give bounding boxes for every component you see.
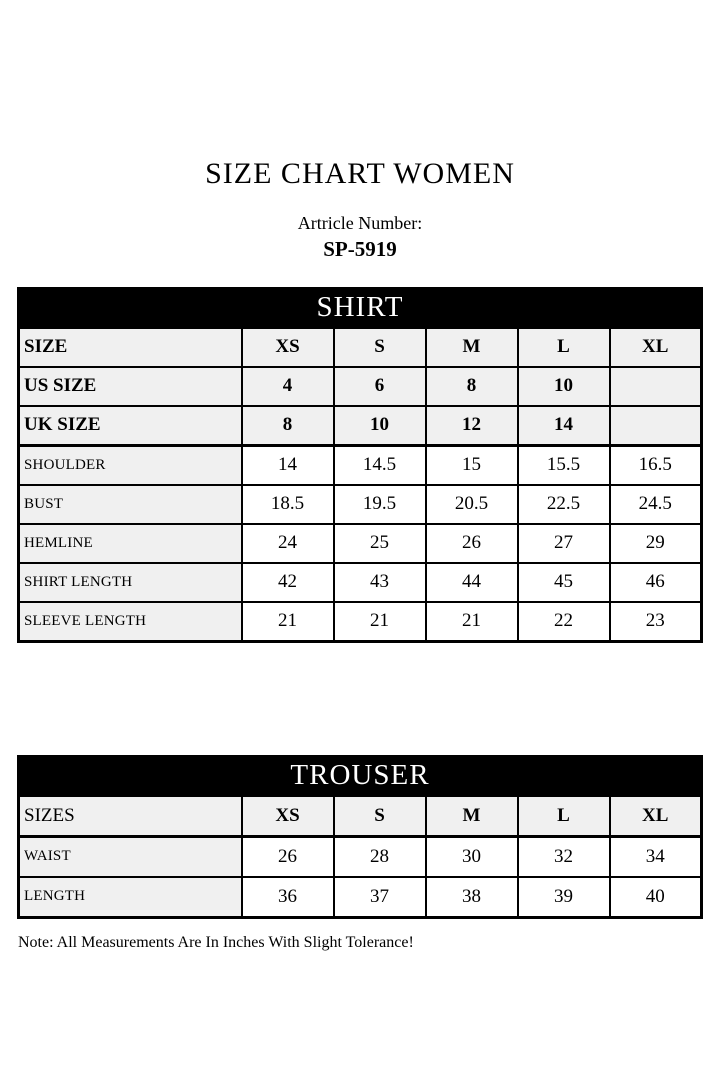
page-title: SIZE CHART WOMEN	[205, 157, 515, 190]
measurement-cell: 27	[518, 524, 610, 563]
row-label: LENGTH	[19, 877, 242, 918]
article-number-value: SP-5919	[323, 236, 397, 261]
measurement-cell: 43	[334, 563, 426, 602]
size-header-cell: S	[334, 327, 426, 367]
measurement-cell: 15.5	[518, 445, 610, 485]
measurement-cell: 20.5	[426, 485, 518, 524]
measurement-cell: 37	[334, 877, 426, 918]
measurement-cell: 24	[242, 524, 334, 563]
measurement-cell: 44	[426, 563, 518, 602]
size-header-cell: M	[426, 327, 518, 367]
size-header-cell: XL	[610, 795, 702, 836]
table-row	[19, 485, 702, 524]
size-header-cell: S	[334, 795, 426, 836]
size-header-cell: 14	[518, 406, 610, 446]
table-row	[19, 327, 702, 367]
measurement-cell: 26	[242, 836, 334, 877]
measurement-cell: 38	[426, 877, 518, 918]
measurement-cell: 18.5	[242, 485, 334, 524]
measurement-note: Note: All Measurements Are In Inches With Slight Tolerance!	[18, 933, 414, 951]
measurement-cell: 30	[426, 836, 518, 877]
table-row	[19, 524, 702, 563]
size-header-cell: M	[426, 795, 518, 836]
row-label: SIZES	[19, 795, 242, 836]
measurement-cell: 24.5	[610, 485, 702, 524]
measurement-cell: 19.5	[334, 485, 426, 524]
trouser-size-table	[17, 755, 703, 919]
size-header-cell: XL	[610, 327, 702, 367]
table-row	[19, 406, 702, 446]
size-header-cell: 12	[426, 406, 518, 446]
size-header-cell: 6	[334, 367, 426, 406]
measurement-cell: 14.5	[334, 445, 426, 485]
row-label: WAIST	[19, 836, 242, 877]
article-number-label: Artricle Number:	[297, 213, 423, 233]
measurement-cell: 34	[610, 836, 702, 877]
measurement-cell: 16.5	[610, 445, 702, 485]
row-label: US SIZE	[19, 367, 242, 406]
shirt-size-table	[17, 287, 703, 643]
measurement-cell: 40	[610, 877, 702, 918]
row-label: UK SIZE	[19, 406, 242, 446]
measurement-cell: 42	[242, 563, 334, 602]
table-row	[19, 602, 702, 642]
measurement-cell: 22	[518, 602, 610, 642]
size-header-cell: L	[518, 327, 610, 367]
table-row	[19, 563, 702, 602]
size-header-cell: 4	[242, 367, 334, 406]
size-header-cell: 10	[334, 406, 426, 446]
size-header-cell: L	[518, 795, 610, 836]
table-row	[19, 367, 702, 406]
measurement-cell: 23	[610, 602, 702, 642]
measurement-cell: 21	[242, 602, 334, 642]
size-header-cell: XS	[242, 795, 334, 836]
measurement-cell: 28	[334, 836, 426, 877]
row-label: HEMLINE	[19, 524, 242, 563]
row-label: SIZE	[19, 327, 242, 367]
size-header-cell	[610, 367, 702, 406]
measurement-cell: 14	[242, 445, 334, 485]
measurement-cell: 45	[518, 563, 610, 602]
row-label: BUST	[19, 485, 242, 524]
row-label: SHIRT LENGTH	[19, 563, 242, 602]
measurement-cell: 21	[334, 602, 426, 642]
measurement-cell: 15	[426, 445, 518, 485]
measurement-cell: 21	[426, 602, 518, 642]
size-header-cell: 8	[242, 406, 334, 446]
trouser-table-title: TROUSER	[19, 756, 702, 795]
row-label: SLEEVE LENGTH	[19, 602, 242, 642]
measurement-cell: 29	[610, 524, 702, 563]
shirt-table-title: SHIRT	[19, 288, 702, 327]
table-row	[19, 836, 702, 877]
table-row	[19, 795, 702, 836]
size-header-cell: XS	[242, 327, 334, 367]
row-label: SHOULDER	[19, 445, 242, 485]
measurement-cell: 36	[242, 877, 334, 918]
measurement-cell: 32	[518, 836, 610, 877]
size-header-cell	[610, 406, 702, 446]
table-row	[19, 877, 702, 918]
measurement-cell: 25	[334, 524, 426, 563]
measurement-cell: 39	[518, 877, 610, 918]
size-header-cell: 10	[518, 367, 610, 406]
measurement-cell: 46	[610, 563, 702, 602]
measurement-cell: 26	[426, 524, 518, 563]
table-row	[19, 445, 702, 485]
measurement-cell: 22.5	[518, 485, 610, 524]
size-header-cell: 8	[426, 367, 518, 406]
